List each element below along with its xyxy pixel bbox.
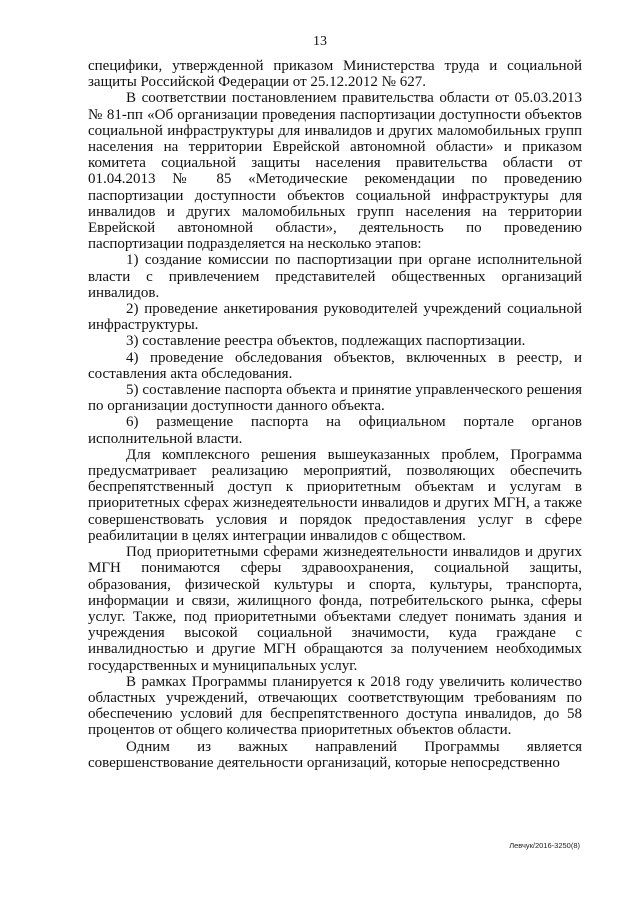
- paragraph-program-goal: В рамках Программы планируется к 2018 году увеличить количество областных учреждений, отвечающих соответствующим требованиям по обеспечению условий для беспрепятственного доступа инвалидов, до 58 процентов от общего количества приоритетных объектов области.: [88, 673, 582, 739]
- list-item-step-5: 5) составление паспорта объекта и принятие управленческого решения по организации доступности данного объекта.: [88, 382, 582, 415]
- document-body: [88, 58, 582, 771]
- list-item-step-3: 3) составление реестра объектов, подлежащих паспортизации.: [126, 333, 526, 350]
- list-item-step-2: 2) проведение анкетирования руководителей учреждений социальной инфраструктуры.: [88, 301, 582, 334]
- list-item-step-1: 1) создание комиссии по паспортизации при органе исполнительной власти с привлечением представителей общественных организаций инвалидов.: [88, 252, 582, 301]
- page-number: 13: [313, 34, 327, 49]
- paragraph-regulations: В соответствии постановлением правительства области от 05.03.2013 № 81-пп «Об организации проведения паспортизации доступности объектов социальной инфраструктуры для инвалидов и других маломобильных групп населения на территории Еврейской автономной области» и приказом комитета социальной защиты населения правительства области от 01.04.2013 № 85 «Методические рекомендации по проведению паспортизации доступности объектов социальной инфраструктуры для инвалидов и других маломобильных групп населения на территории Еврейской автономной области», деятельность по проведению паспортизации подразделяется на несколько этапов:: [88, 90, 582, 253]
- paragraph-priority-spheres: Под приоритетными сферами жизнедеятельности инвалидов и других МГН понимаются сферы здравоохранения, социальной защиты, образования, физической культуры и спорта, культуры, транспорта, информации и связи, жилищного фонда, потребительского рынка, сферы услуг. Также, под приоритетными объектами следует понимать здания и учреждения высокой социальной значимости, куда граждане с инвалидностью и другие МГН обращаются за получением необходимых государственных и муниципальных услуг.: [88, 544, 582, 674]
- footer-document-code: Левчук/2016-3250(8): [509, 841, 580, 850]
- list-item-step-6: 6) размещение паспорта на официальном портале органов исполнительной власти.: [88, 414, 582, 447]
- paragraph-program-measures: Для комплексного решения вышеуказанных проблем, Программа предусматривает реализацию мероприятий, позволяющих обеспечить беспрепятственный доступ к приоритетным объектам и услугам в приоритетных сферах жизнедеятельности инвалидов и других МГН, а также совершенствовать условия и порядок предоставления услуг в сфере реабилитации в целях интеграции инвалидов с обществом.: [88, 446, 582, 544]
- paragraph-continuation: специфики, утвержденной приказом Министерства труда и социальной защиты Российской Федерации от 25.12.2012 № 627.: [88, 58, 582, 91]
- paragraph-program-directions: Одним из важных направлений Программы является совершенствование деятельности организаций, которые непосредственно: [88, 738, 582, 771]
- list-item-step-4: 4) проведение обследования объектов, включенных в реестр, и составления акта обследования.: [88, 349, 582, 382]
